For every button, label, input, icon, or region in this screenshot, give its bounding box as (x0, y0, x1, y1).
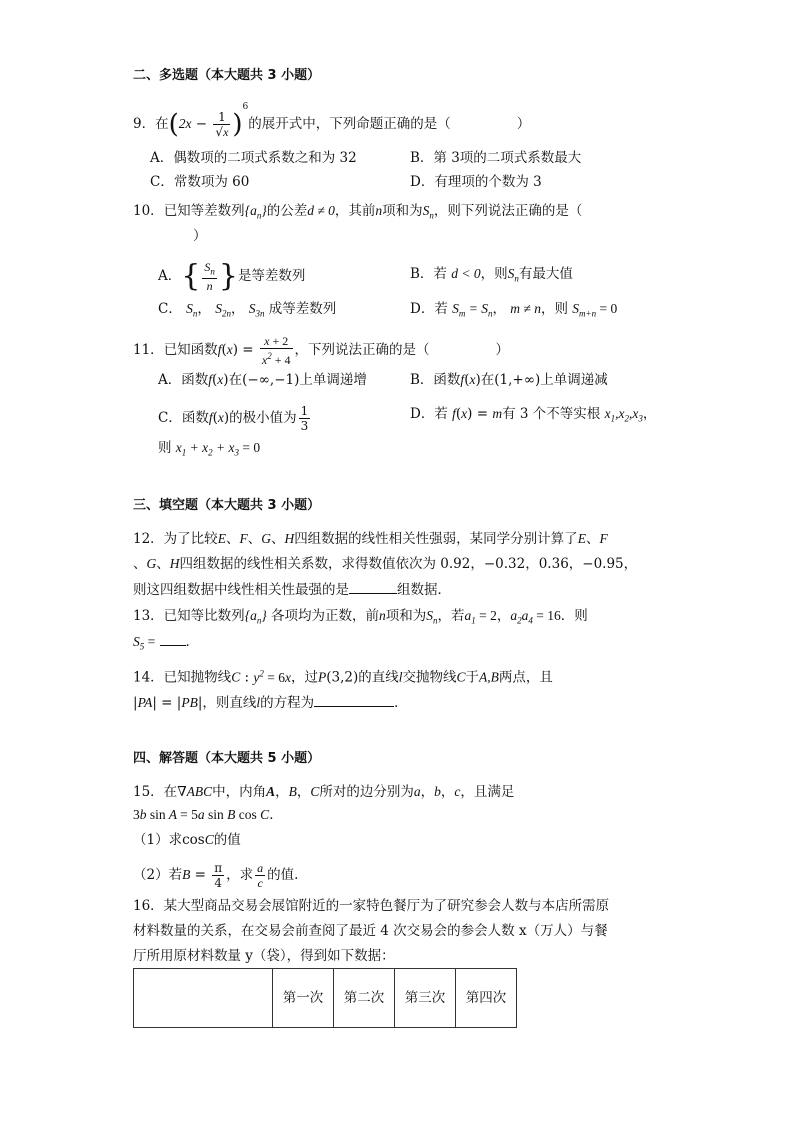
question-text: 的直线 (358, 669, 399, 686)
table-header-cell: 第三次 (395, 969, 456, 1028)
math-expr: $S_n$ (186, 301, 198, 319)
math-expr: 3b sin A = 5a sin B cos C (133, 807, 270, 822)
question-16-line-1: 16．某大型商品交易会展馆附近的一家特色餐厅为了研究参会人数与本店所需原 (133, 898, 610, 914)
option-label: A． (158, 268, 182, 285)
option-11c: C．函数f(x)的极小值为 $\frac{1}{3}$ (158, 404, 309, 433)
option-10c: C． $S_n$， $S_{2n}$， $S_{3n}$ 成等差数列 (158, 301, 337, 319)
question-text: 两点，且 (498, 669, 553, 686)
question-11: 11．已知函数f(x) = $\frac{x + 2}{x^2 + 4}$ ，下列说法正确的是（ ） (133, 334, 510, 367)
sequence-expr: $\{a_n\}$ (244, 203, 267, 221)
question-text: 项和为 (385, 608, 427, 624)
option-11d-continued (158, 438, 260, 463)
question-text: 四组数据的线性相关性强弱，某同学分别计算了 (294, 531, 578, 547)
question-text: ，其前 (334, 203, 376, 219)
math-expr: $S_{3n}$ (248, 301, 265, 319)
question-text: ，下列说法正确的是（ (294, 342, 430, 358)
option-text: ，则 (540, 301, 568, 317)
question-text: 则这四组数据中线性相关性最强的是 (133, 582, 349, 598)
question-text: ， (496, 608, 511, 624)
question-text: ， (275, 784, 289, 800)
question-text: 中，内角 (212, 784, 267, 800)
option-text: 在 (228, 372, 243, 388)
math-expr: cosC (182, 832, 214, 848)
math-expr: $S_{m+n} = 0$ (572, 301, 618, 319)
question-text: ，且满足 (460, 784, 515, 800)
paren-close: ） (193, 228, 207, 244)
question-15-line-1: 15．在∇ABC中，内角A，B，C所对的边分别为a，b，c，且满足 (133, 784, 515, 800)
option-9c: C．常数项为 60 (150, 174, 250, 190)
option-label: B．若 (410, 266, 447, 282)
option-10a: A．{ $\frac{S_n}{n}$ }是等差数列 (158, 258, 306, 294)
math-expr: m ≠ n (510, 301, 541, 316)
option-text: 则 (158, 440, 172, 456)
math-expr: f (452, 406, 456, 421)
math-expr: $x_1 + x_2 + x_3 = 0$ (175, 440, 261, 458)
question-text: 的公差 (266, 203, 308, 219)
answer-blank (160, 631, 186, 646)
question-15-part-2: （2）若B = $\frac{\pi}{4}$ ，求 $\frac{a}{c}$ 的值. (133, 861, 299, 890)
question-text: ． (269, 807, 283, 823)
question-text: 已知等差数列 (163, 203, 245, 219)
option-label: C． (158, 301, 182, 317)
question-text: ，求 (226, 867, 254, 883)
question-14-line-1: 14．已知抛物线C : $y^2 = 6x$，过P(3,2)的直线l交抛物线C于A,B两点，且 (133, 668, 553, 686)
question-text: ．则 (560, 608, 588, 624)
option-11a: A．函数f(x)在(−∞,−1)上单调递增 (158, 372, 367, 388)
question-number: 10． (133, 203, 164, 219)
data-table (133, 968, 517, 1028)
math-expr: f (460, 372, 465, 387)
question-16-line-2: 材料数量的关系，在交易会前查阅了最近 4 次交易会的参会人数 x（万人）与餐 (133, 923, 608, 939)
question-text: 所对的边分别为 (319, 784, 414, 800)
question-13-line-2: $S_5$ = ． (133, 631, 199, 657)
question-text: 四组数据的线性相关系数，求得数值依次为 0.92，−0.32，0.36，−0.95， (179, 556, 638, 572)
binomial-expression: (2x − $\frac{1}{√x}$ )$^6$ (168, 101, 249, 140)
option-10b (410, 264, 573, 289)
table-header-cell: 第四次 (456, 969, 517, 1028)
question-text: 项和为 (382, 203, 423, 219)
option-11d: D．若 f(x) = m有 3 个不等实根 $x_1,x_2,x_3$， (410, 406, 657, 424)
question-text: ，则直线 (202, 695, 257, 711)
option-text: 是等差数列 (237, 268, 306, 285)
option-9b: B．第 3项的二项式系数最大 (410, 150, 582, 166)
question-text: ， (440, 784, 455, 800)
option-text: ，则 (480, 266, 508, 282)
function-fraction: $\frac{x + 2}{x^2 + 4}$ (261, 334, 291, 367)
question-number: 9． (133, 116, 156, 132)
math-expr: d ≠ 0 (307, 203, 335, 218)
question-text: 于 (465, 669, 480, 686)
math-expr: f (208, 372, 213, 387)
section-title-multiple-choice: 二、多选题（本大题共 3 小题） (133, 68, 321, 83)
question-text: ， (420, 784, 435, 800)
option-text: 有 3 个不等实根 (502, 406, 601, 422)
answer-blank (349, 579, 397, 594)
math-expr: d < 0 (451, 266, 481, 281)
question-text: ， (296, 784, 311, 800)
question-text: 13．已知等比数列 (133, 608, 245, 624)
table-header-cell: 第一次 (273, 969, 334, 1028)
question-12-line-3 (133, 579, 451, 600)
question-9 (133, 101, 531, 140)
paren-close: ） (516, 116, 531, 132)
question-text: 在 (155, 116, 169, 132)
option-9d: D．有理项的个数为 3 (410, 174, 542, 190)
option-text: 在 (480, 372, 495, 388)
question-text: 的值. (267, 867, 299, 883)
math-expr: f (217, 342, 222, 357)
math-expr: n (375, 203, 383, 218)
section-title-solution: 四、解答题（本大题共 5 小题） (133, 751, 321, 766)
question-text: （2）若 (133, 867, 183, 883)
question-text: 的方程为 (260, 695, 315, 711)
question-14-line-2: |PA| = |PB|，则直线l的方程为 ． (133, 692, 408, 713)
question-text: 15．在 (133, 784, 178, 800)
math-expr: $S_m = S_n$ (452, 301, 493, 319)
question-10 (133, 201, 582, 226)
math-expr: $x_1,x_2,x_3$ (604, 406, 643, 424)
table-row (134, 969, 517, 1028)
option-label: D．若 (410, 301, 448, 317)
question-text: 的值 (213, 832, 241, 848)
question-number: 11． (133, 342, 164, 358)
option-label: B．函数 (410, 372, 461, 388)
option-text: 的极小值为 (229, 410, 297, 426)
question-text: ，过 (290, 669, 318, 686)
question-text: 各项均为正数，前 (271, 608, 380, 624)
math-expr: $S_{2n}$ (215, 301, 231, 319)
question-15-line-2 (133, 805, 283, 825)
math-expr: $S_n$ (422, 203, 434, 221)
section-title-fill-blank: 三、填空题（本大题共 3 小题） (133, 498, 321, 513)
table-header-cell: 第二次 (334, 969, 395, 1028)
question-text: ，若 (437, 608, 465, 624)
option-9a: A．偶数项的二项式系数之和为 32 (150, 150, 357, 166)
math-expr: $S_n$ (507, 266, 519, 284)
question-text: 的展开式中，下列命题正确的是（ (248, 116, 451, 132)
option-11b: B．函数f(x)在(1,+∞)上单调递减 (410, 372, 608, 388)
option-text: 成等差数列 (268, 301, 337, 317)
question-text: 12．为了比较 (133, 531, 218, 547)
paren-close: ） (495, 342, 510, 358)
question-16-line-3: 厅所用原材料数量 y（袋），得到如下数据： (133, 948, 395, 964)
option-text: ， (642, 406, 657, 422)
option-text: 有最大值 (518, 266, 573, 282)
question-text: （1）求 (133, 832, 183, 848)
option-text: 上单调递增 (299, 372, 367, 388)
option-label: A．函数 (158, 372, 209, 388)
question-text: ，则下列说法正确的是（ (433, 203, 583, 219)
question-text: 交抛物线 (402, 669, 457, 686)
option-10d: D．若 $S_m = S_n$， m ≠ n，则 $S_{m+n} = 0$ (410, 301, 618, 319)
question-15-part-1 (133, 830, 241, 850)
question-12-line-1: 12．为了比较E、F、G、H四组数据的线性相关性强弱，某同学分别计算了E、F (133, 531, 608, 547)
option-label: D．若 (410, 406, 448, 422)
question-text: 已知函数 (163, 342, 218, 358)
question-13-line-1: 13．已知等比数列$\{a_n\}$ 各项均为正数，前n项和为$S_n$，若$a_1 = 2$，$a_2a_4 = 16$．则 (133, 608, 588, 626)
table-header-cell (134, 969, 273, 1028)
question-text: ． (394, 695, 408, 711)
option-text: 上单调递减 (540, 372, 608, 388)
answer-blank (314, 692, 394, 707)
question-12-line-2: 、G、H四组数据的线性相关系数，求得数值依次为 0.92，−0.32，0.36，−0.95， (133, 556, 638, 572)
option-label: C．函数 (158, 410, 209, 426)
math-expr: f (208, 410, 213, 425)
question-text: 组数据． (397, 582, 451, 598)
question-text: 14．已知抛物线 (133, 669, 232, 686)
question-text: ． (185, 634, 200, 650)
